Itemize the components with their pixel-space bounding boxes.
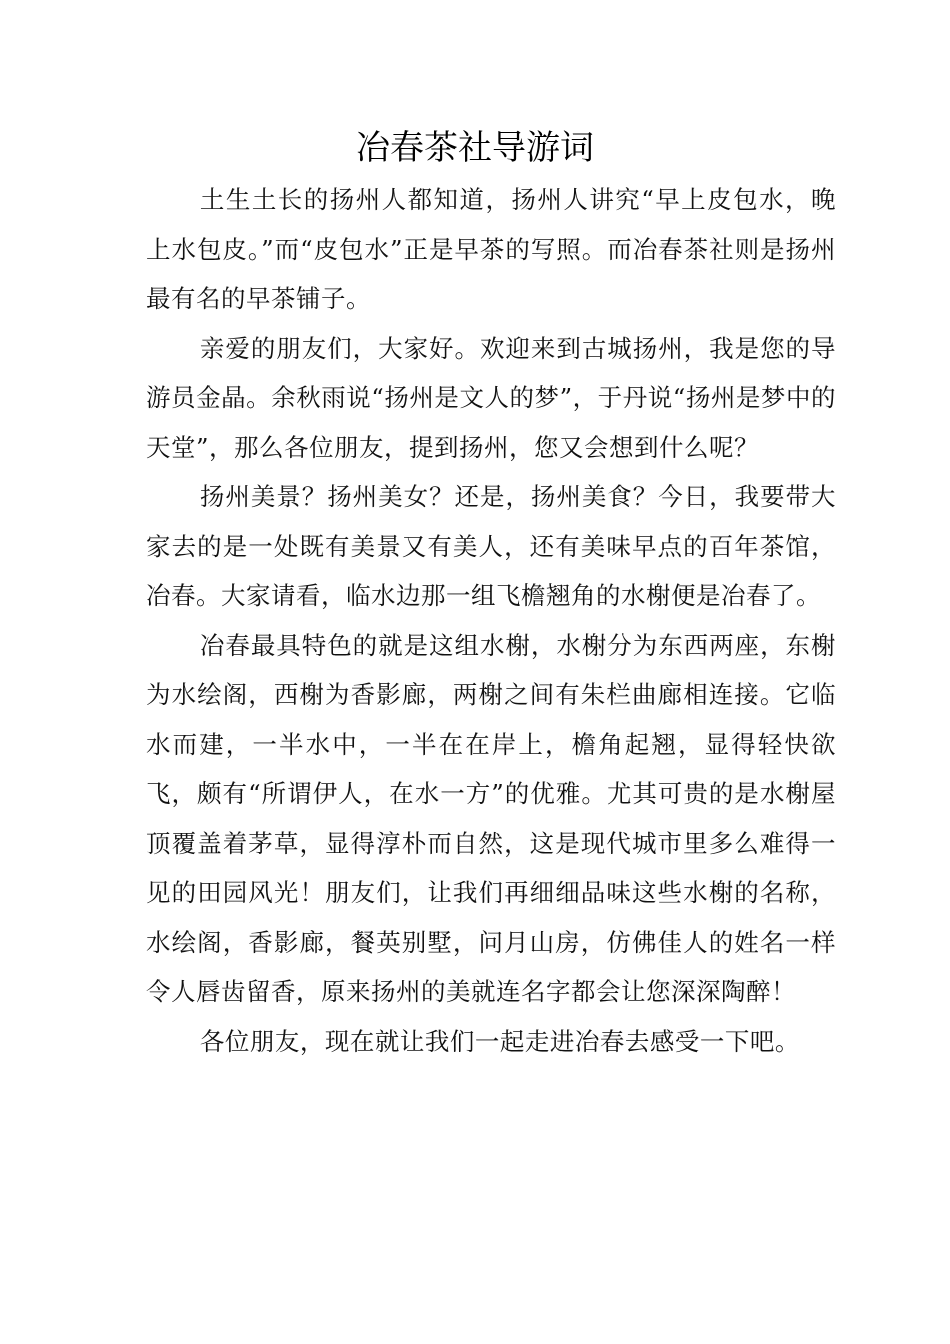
paragraph-5: 各位朋友，现在就让我们一起走进冶春去感受一下吧。 bbox=[199, 1026, 800, 1056]
paragraph-2: 亲爱的朋友们，大家好。欢迎来到古城扬州，我是您的导游员金晶。余秋雨说“扬州是文人的梦”，于丹说“扬州是梦中的天堂”，那么各位朋友，提到扬州，您又会想到什么呢？ bbox=[146, 333, 836, 462]
paragraph-1: 土生土长的扬州人都知道，扬州人讲究“早上皮包水，晚上水包皮。”而“皮包水”正是早茶的写照。而冶春茶社则是扬州最有名的早茶铺子。 bbox=[146, 185, 836, 313]
paragraph-4: 冶春最具特色的就是这组水榭，水榭分为东西两座，东榭为水绘阁，西榭为香影廊，两榭之间有朱栏曲廊相连接。它临水而建，一半水中，一半在在岸上，檐角起翘，显得轻快欲飞，颇有“所谓伊人，在水一方”的优雅。尤其可贵的是水榭屋顶覆盖着茅草，显得淳朴而自然，这是现代城市里多么难得一见的田园风光！朋友们，让我们再细细品味这些水榭的名称，水绘阁，香影廊，餐英别墅，问月山房，仿佛佳人的姓名一样令人唇齿留香，原来扬州的美就连名字都会让您深深陶醉！ bbox=[146, 630, 836, 1006]
document-title: 冶春茶社导游词 bbox=[356, 128, 594, 168]
paragraph-3: 扬州美景？扬州美女？还是，扬州美食？今日，我要带大家去的是一处既有美景又有美人，还有美味早点的百年茶馆，冶春。大家请看，临水边那一组飞檐翘角的水榭便是冶春了。 bbox=[146, 482, 836, 610]
document-body bbox=[146, 175, 836, 1066]
